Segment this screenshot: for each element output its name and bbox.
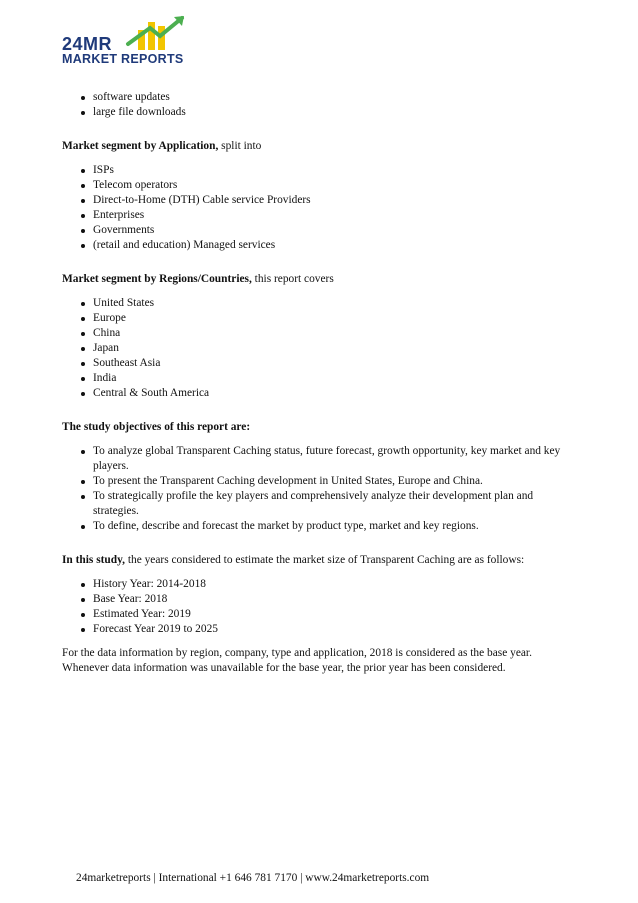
application-heading: Market segment by Application, split into	[62, 140, 262, 152]
list-item: Estimated Year: 2019	[93, 607, 572, 622]
study-heading: In this study, the years considered to estimate the market size of Transparent Caching are as follows:	[62, 554, 525, 566]
list-item: United States	[93, 296, 572, 311]
list-item: History Year: 2014-2018	[93, 577, 572, 592]
list-item: Europe	[93, 311, 572, 326]
logo-name: 24MR	[62, 34, 113, 54]
list-item: To present the Transparent Caching development in United States, Europe and China.	[93, 474, 572, 489]
list-item: Base Year: 2018	[93, 592, 572, 607]
list-item: To analyze global Transparent Caching status, future forecast, growth opportunity, key market and key players.	[93, 444, 572, 474]
closing-paragraph: For the data information by region, company, type and application, 2018 is considered as the base year. Whenever data information was unavailable for the base year, the prior year has been considered.	[62, 647, 532, 674]
list-item: software updates	[93, 90, 572, 105]
top-list	[62, 90, 572, 120]
study-years-list	[62, 577, 572, 637]
list-item: Telecom operators	[93, 178, 572, 193]
objectives-list	[62, 444, 572, 534]
list-item: large file downloads	[93, 105, 572, 120]
regions-list	[62, 296, 572, 401]
list-item: Governments	[93, 223, 572, 238]
list-item: (retail and education) Managed services	[93, 238, 572, 253]
list-item: To define, describe and forecast the market by product type, market and key regions.	[93, 519, 572, 534]
list-item: Direct-to-Home (DTH) Cable service Providers	[93, 193, 572, 208]
objectives-heading: The study objectives of this report are:	[62, 421, 251, 433]
list-item: Forecast Year 2019 to 2025	[93, 622, 572, 637]
application-list	[62, 163, 572, 253]
list-item: India	[93, 371, 572, 386]
list-item: Southeast Asia	[93, 356, 572, 371]
list-item: Central & South America	[93, 386, 572, 401]
list-item: Japan	[93, 341, 572, 356]
logo	[62, 14, 192, 70]
list-item: China	[93, 326, 572, 341]
list-item: To strategically profile the key players and comprehensively analyze their development plan and strategies.	[93, 489, 572, 519]
regions-heading: Market segment by Regions/Countries, this report covers	[62, 273, 334, 285]
footer-contact: 24marketreports | International +1 646 781 7170 | www.24marketreports.com	[76, 872, 430, 884]
logo-tagline: MARKET REPORTS	[62, 52, 184, 66]
document-body	[62, 90, 572, 676]
bar-chart-arrow-icon	[120, 14, 190, 54]
list-item: Enterprises	[93, 208, 572, 223]
list-item: ISPs	[93, 163, 572, 178]
